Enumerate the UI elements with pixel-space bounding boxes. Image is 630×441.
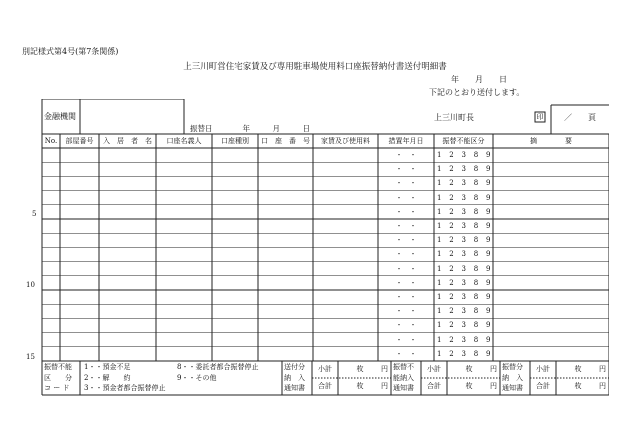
header-measure-date: 措置年月日: [388, 136, 424, 145]
measure-date-cell: ・ ・: [395, 193, 417, 202]
header-tenant-name: 入 居 者 名: [103, 136, 152, 145]
sent-notices-label: 納 入: [284, 373, 305, 382]
failed-notices-total-count-unit: 枚: [465, 382, 473, 390]
header-remarks: 摘 要: [530, 136, 572, 145]
measure-date-cell: ・ ・: [395, 236, 417, 245]
form-sheet: [26, 99, 609, 396]
sent-notices-total-count-unit: 枚: [356, 382, 364, 390]
failure-code-cell: 1 2 3 8 9: [437, 222, 491, 230]
bank-label: 金融機関: [44, 112, 76, 121]
failed-notices-total-label: 合計: [427, 382, 441, 390]
failed-notices-label: 能納入: [393, 373, 414, 382]
failure-code-cell: 1 2 3 8 9: [437, 349, 491, 358]
transfer-notices-label: 通知書: [502, 384, 523, 392]
measure-date-cell: ・ ・: [395, 165, 417, 174]
failure-code-cell: 1 2 3 8 9: [437, 193, 491, 202]
measure-date-cell: ・ ・: [395, 307, 417, 316]
transfer-notices-label: 振替分: [502, 363, 523, 371]
code-8: 8・・委託者都合振替停止: [177, 363, 259, 371]
sent-notices-total-label: 合計: [318, 382, 332, 390]
header-account-number: 口 座 番 号: [261, 136, 310, 145]
failure-code-cell: 1 2 3 8 9: [437, 321, 491, 330]
measure-date-cell: ・ ・: [395, 179, 417, 188]
row-marker-15: 15: [26, 352, 35, 361]
header-account-type: 口座種別: [221, 136, 249, 145]
send-note: 下記のとおり送付します。: [429, 88, 525, 97]
failure-code-legend-label: 区 分: [44, 373, 72, 382]
failure-code-cell: 1 2 3 8 9: [437, 236, 491, 245]
transfer-notices-label: 納 入: [502, 373, 523, 382]
header-rent-fee: 家賃及び使用料: [321, 136, 370, 145]
measure-date-cell: ・ ・: [395, 278, 417, 287]
failed-notices-subtotal-yen-unit: 円: [490, 365, 497, 373]
form-title: 上三川町営住宅家賃及び専用駐車場使用料口座振替納付書送付明細書: [183, 62, 447, 72]
seal-mark: 印: [536, 113, 544, 121]
code-3: 3・・預金者都合振替停止: [84, 384, 166, 392]
header-failure-code: 振替不能区分: [442, 136, 485, 145]
sent-notices-label: 通知書: [284, 384, 305, 392]
measure-date-cell: ・ ・: [395, 321, 417, 330]
measure-date-cell: ・ ・: [395, 293, 417, 301]
failure-code-cell: 1 2 3 8 9: [437, 207, 491, 216]
header-account-holder: 口座名義人: [166, 136, 202, 145]
transfer-notices-total-label: 合計: [536, 382, 550, 390]
measure-date-cell: ・ ・: [395, 250, 417, 259]
failure-code-cell: 1 2 3 8 9: [437, 293, 491, 301]
failure-code-cell: 1 2 3 8 9: [437, 250, 491, 259]
code-2: 2・・解 約: [84, 373, 131, 382]
issue-date: 年 月 日: [451, 75, 507, 84]
page-number-label: ／ 頁: [564, 113, 596, 122]
transfer-notices-total-count-unit: 枚: [574, 382, 582, 390]
sent-notices-label: 送付分: [284, 363, 305, 371]
measure-date-cell: ・ ・: [395, 264, 417, 273]
measure-date-cell: ・ ・: [395, 222, 417, 230]
code-9: 9・・その他: [177, 373, 217, 382]
row-marker-10: 10: [26, 280, 35, 289]
failed-notices-label: 振替不: [393, 363, 414, 371]
failure-code-cell: 1 2 3 8 9: [437, 278, 491, 287]
failure-code-cell: 1 2 3 8 9: [437, 264, 491, 273]
transfer-notices-subtotal-yen-unit: 円: [599, 365, 606, 373]
sent-notices-total-yen-unit: 円: [381, 382, 388, 390]
measure-date-cell: ・ ・: [395, 151, 417, 159]
failed-notices-total-yen-unit: 円: [490, 382, 497, 390]
failure-code-legend-label: コ ー ド: [44, 384, 70, 392]
sender-name: 上三川町長: [434, 113, 474, 122]
sent-notices-subtotal-label: 小計: [318, 365, 332, 373]
measure-date-cell: ・ ・: [395, 335, 417, 344]
failure-code-cell: 1 2 3 8 9: [437, 165, 491, 174]
sent-notices-subtotal-yen-unit: 円: [381, 365, 388, 373]
row-marker-5: 5: [32, 209, 37, 218]
header-room-number: 部屋番号: [65, 136, 94, 145]
transfer-notices-subtotal-label: 小計: [536, 365, 550, 373]
transfer-notices-subtotal-count-unit: 枚: [574, 365, 582, 373]
failed-notices-subtotal-count-unit: 枚: [465, 365, 473, 373]
header-no: No.: [44, 136, 58, 145]
sent-notices-subtotal-count-unit: 枚: [356, 365, 364, 373]
failure-code-cell: 1 2 3 8 9: [437, 335, 491, 344]
failure-code-cell: 1 2 3 8 9: [437, 151, 491, 159]
failure-code-legend-label: 振替不能: [44, 363, 72, 371]
transfer-notices-total-yen-unit: 円: [599, 382, 606, 390]
code-1: 1・・預金不足: [84, 363, 131, 371]
form-style-number: 別記様式第4号(第7条関係): [22, 47, 119, 56]
failure-code-cell: 1 2 3 8 9: [437, 179, 491, 188]
transfer-date-label: 振替日 年 月 日: [190, 124, 310, 133]
failed-notices-label: 通知書: [393, 384, 414, 392]
failure-code-cell: 1 2 3 8 9: [437, 307, 491, 316]
measure-date-cell: ・ ・: [395, 349, 417, 358]
failed-notices-subtotal-label: 小計: [427, 365, 441, 373]
measure-date-cell: ・ ・: [395, 207, 417, 216]
